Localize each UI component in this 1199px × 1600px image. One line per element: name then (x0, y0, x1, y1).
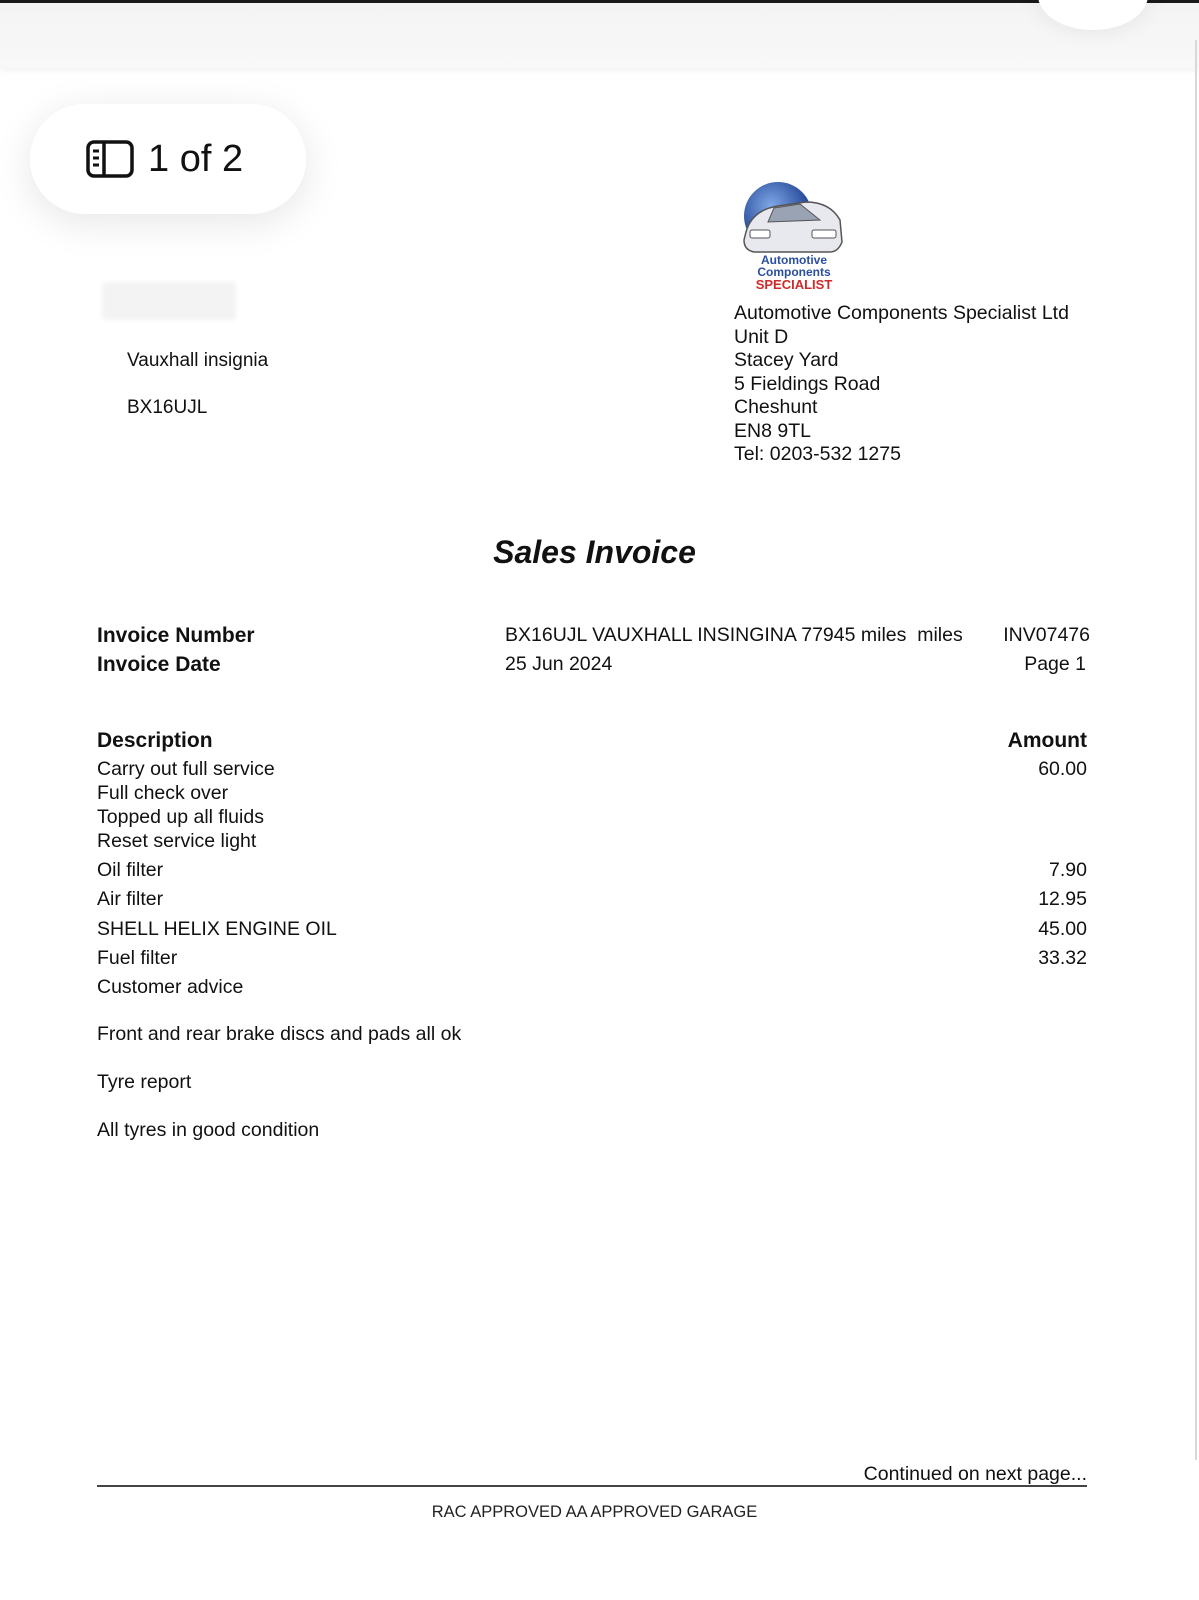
redacted-name (102, 282, 236, 320)
company-street: 5 Fieldings Road (734, 372, 881, 395)
logo-line-2: Components (757, 265, 831, 279)
table-row: Topped up all fluids (97, 806, 264, 828)
invoice-date-value: 25 Jun 2024 (505, 653, 613, 675)
page-number: Page 1 (1024, 653, 1086, 675)
document-title: Sales Invoice (493, 534, 696, 570)
invoice-number-value: BX16UJL VAUXHALL INSINGINA 77945 miles miles (505, 624, 963, 646)
amount-header: Amount (1007, 729, 1087, 752)
sidebar-icon[interactable] (86, 140, 134, 178)
invoice-number-label: Invoice Number (97, 624, 255, 647)
footer-divider (97, 1485, 1087, 1487)
company-yard: Stacey Yard (734, 349, 839, 371)
company-logo (738, 180, 850, 292)
continued-note: Continued on next page... (863, 1463, 1087, 1485)
table-row: Air filter (97, 888, 164, 910)
company-postcode: EN8 9TL (734, 419, 811, 442)
table-row: All tyres in good condition (97, 1119, 320, 1141)
table-row: Fuel filter (97, 947, 178, 969)
invoice-date-label: Invoice Date (97, 653, 221, 676)
vehicle-model: Vauxhall insignia (127, 350, 269, 371)
logo-line-1: Automotive (761, 253, 827, 267)
vehicle-registration: BX16UJL (127, 397, 208, 418)
invoice-no: INV07476 (1003, 624, 1090, 646)
logo-line-3: SPECIALIST (755, 277, 833, 292)
company-name: Automotive Components Specialist Ltd (734, 302, 1069, 324)
row-amount: 33.32 (1038, 947, 1087, 969)
company-town: Cheshunt (734, 396, 818, 418)
page-indicator[interactable] (30, 104, 306, 214)
table-row: Customer advice (97, 976, 244, 998)
table-row: Reset service light (97, 830, 257, 852)
row-amount: 45.00 (1038, 918, 1087, 940)
table-row: Oil filter (97, 859, 164, 881)
row-amount: 12.95 (1038, 888, 1087, 910)
approvals-footer: RAC APPROVED AA APPROVED GARAGE (431, 1503, 758, 1521)
table-row: Tyre report (97, 1071, 192, 1093)
company-phone: Tel: 0203-532 1275 (734, 443, 901, 465)
viewer-toolbar (0, 3, 1199, 69)
company-address (734, 302, 1069, 467)
page-indicator-label: 1 of 2 (148, 137, 244, 180)
row-amount: 60.00 (1038, 758, 1087, 780)
table-row: Front and rear brake discs and pads all ok (97, 1023, 462, 1045)
description-header: Description (97, 729, 213, 752)
table-row: Full check over (97, 782, 229, 804)
scrollbar[interactable] (1195, 40, 1197, 1460)
company-unit: Unit D (734, 325, 789, 348)
table-row: SHELL HELIX ENGINE OIL (97, 918, 337, 940)
table-row: Carry out full service (97, 758, 275, 780)
row-amount: 7.90 (1049, 859, 1087, 881)
